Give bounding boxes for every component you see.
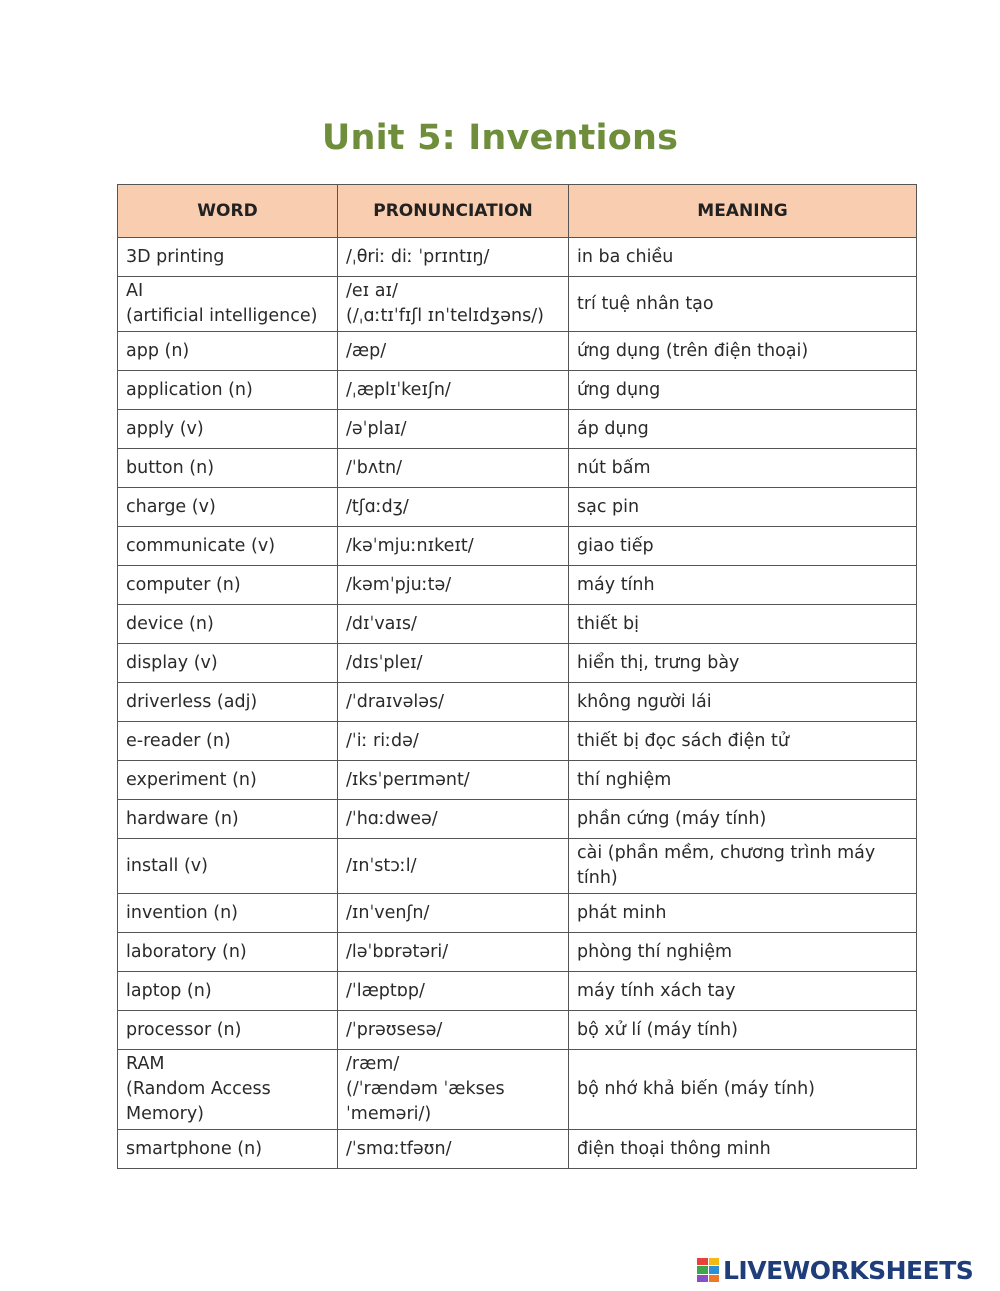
cell-pronunciation: /ˈiː riːdə/ bbox=[338, 722, 569, 761]
table-row bbox=[118, 488, 917, 527]
cell-pronunciation: /ˈlæptɒp/ bbox=[338, 972, 569, 1011]
header-meaning: MEANING bbox=[569, 185, 917, 238]
cell-word: button (n) bbox=[118, 449, 338, 488]
cell-word: apply (v) bbox=[118, 410, 338, 449]
liveworksheets-grid-icon bbox=[697, 1258, 719, 1282]
table-row bbox=[118, 277, 917, 332]
cell-word: app (n) bbox=[118, 332, 338, 371]
cell-word: smartphone (n) bbox=[118, 1130, 338, 1169]
vocabulary-table bbox=[117, 184, 917, 1169]
table-row bbox=[118, 1011, 917, 1050]
cell-pronunciation: /əˈplaɪ/ bbox=[338, 410, 569, 449]
header-word: WORD bbox=[118, 185, 338, 238]
table-row bbox=[118, 933, 917, 972]
cell-pronunciation: /dɪˈvaɪs/ bbox=[338, 605, 569, 644]
cell-pronunciation: /æp/ bbox=[338, 332, 569, 371]
table-row bbox=[118, 761, 917, 800]
cell-pronunciation: /ɪnˈstɔːl/ bbox=[338, 839, 569, 894]
table-row bbox=[118, 839, 917, 894]
table-header-row bbox=[118, 185, 917, 238]
cell-pronunciation: /ˌæplɪˈkeɪʃn/ bbox=[338, 371, 569, 410]
cell-meaning: phát minh bbox=[569, 894, 917, 933]
cell-word: AI (artificial intelligence) bbox=[118, 277, 338, 332]
cell-meaning: thiết bị bbox=[569, 605, 917, 644]
cell-word: laptop (n) bbox=[118, 972, 338, 1011]
cell-pronunciation: /ˌθriː diː ˈprɪntɪŋ/ bbox=[338, 238, 569, 277]
cell-meaning: hiển thị, trưng bày bbox=[569, 644, 917, 683]
cell-meaning: thí nghiệm bbox=[569, 761, 917, 800]
cell-word: communicate (v) bbox=[118, 527, 338, 566]
cell-word: RAM (Random Access Memory) bbox=[118, 1050, 338, 1130]
cell-pronunciation: /ləˈbɒrətəri/ bbox=[338, 933, 569, 972]
table-row bbox=[118, 449, 917, 488]
cell-word: hardware (n) bbox=[118, 800, 338, 839]
cell-meaning: phòng thí nghiệm bbox=[569, 933, 917, 972]
cell-word: display (v) bbox=[118, 644, 338, 683]
cell-pronunciation: /ɪnˈvenʃn/ bbox=[338, 894, 569, 933]
cell-meaning: bộ nhớ khả biến (máy tính) bbox=[569, 1050, 917, 1130]
table-row bbox=[118, 894, 917, 933]
cell-pronunciation: /ræm/ (/ˈrændəm ˈækses ˈmeməri/) bbox=[338, 1050, 569, 1130]
header-pronunciation: PRONUNCIATION bbox=[338, 185, 569, 238]
table-row bbox=[118, 527, 917, 566]
cell-word: driverless (adj) bbox=[118, 683, 338, 722]
cell-meaning: cài (phần mềm, chương trình máy tính) bbox=[569, 839, 917, 894]
cell-meaning: ứng dụng bbox=[569, 371, 917, 410]
table-row bbox=[118, 644, 917, 683]
cell-pronunciation: /ˈbʌtn/ bbox=[338, 449, 569, 488]
table-row bbox=[118, 722, 917, 761]
table-row bbox=[118, 605, 917, 644]
cell-word: invention (n) bbox=[118, 894, 338, 933]
cell-word: computer (n) bbox=[118, 566, 338, 605]
cell-pronunciation: /tʃɑːdʒ/ bbox=[338, 488, 569, 527]
logo-text: LIVEWORKSHEETS bbox=[723, 1255, 974, 1285]
cell-pronunciation: /ˈprəʊsesə/ bbox=[338, 1011, 569, 1050]
cell-meaning: máy tính xách tay bbox=[569, 972, 917, 1011]
table-row bbox=[118, 1050, 917, 1130]
cell-meaning: máy tính bbox=[569, 566, 917, 605]
cell-pronunciation: /eɪ aɪ/ (/ˌɑːtɪˈfɪʃl ɪnˈtelɪdʒəns/) bbox=[338, 277, 569, 332]
page-title: Unit 5: Inventions bbox=[321, 118, 679, 158]
cell-word: charge (v) bbox=[118, 488, 338, 527]
table-row bbox=[118, 566, 917, 605]
liveworksheets-logo bbox=[697, 1255, 997, 1285]
cell-pronunciation: /ɪksˈperɪmənt/ bbox=[338, 761, 569, 800]
table-row bbox=[118, 800, 917, 839]
cell-meaning: nút bấm bbox=[569, 449, 917, 488]
table-body bbox=[118, 238, 917, 1169]
cell-word: install (v) bbox=[118, 839, 338, 894]
cell-meaning: bộ xử lí (máy tính) bbox=[569, 1011, 917, 1050]
logo-block bbox=[709, 1258, 720, 1265]
table-row bbox=[118, 1130, 917, 1169]
table-row bbox=[118, 238, 917, 277]
logo-block bbox=[697, 1275, 708, 1282]
cell-word: application (n) bbox=[118, 371, 338, 410]
cell-word: 3D printing bbox=[118, 238, 338, 277]
cell-meaning: điện thoại thông minh bbox=[569, 1130, 917, 1169]
cell-pronunciation: /kəˈmjuːnɪkeɪt/ bbox=[338, 527, 569, 566]
table-row bbox=[118, 972, 917, 1011]
cell-meaning: thiết bị đọc sách điện tử bbox=[569, 722, 917, 761]
table-row bbox=[118, 410, 917, 449]
logo-block bbox=[709, 1266, 720, 1273]
cell-meaning: không người lái bbox=[569, 683, 917, 722]
cell-meaning: sạc pin bbox=[569, 488, 917, 527]
cell-word: experiment (n) bbox=[118, 761, 338, 800]
cell-meaning: trí tuệ nhân tạo bbox=[569, 277, 917, 332]
cell-pronunciation: /dɪsˈpleɪ/ bbox=[338, 644, 569, 683]
logo-block bbox=[697, 1258, 708, 1265]
cell-pronunciation: /ˈhɑːdweə/ bbox=[338, 800, 569, 839]
table-row bbox=[118, 371, 917, 410]
cell-word: e-reader (n) bbox=[118, 722, 338, 761]
logo-block bbox=[697, 1266, 708, 1273]
cell-word: laboratory (n) bbox=[118, 933, 338, 972]
logo-block bbox=[709, 1275, 720, 1282]
cell-pronunciation: /ˈsmɑːtfəʊn/ bbox=[338, 1130, 569, 1169]
cell-meaning: ứng dụng (trên điện thoại) bbox=[569, 332, 917, 371]
cell-word: processor (n) bbox=[118, 1011, 338, 1050]
cell-pronunciation: /kəmˈpjuːtə/ bbox=[338, 566, 569, 605]
cell-meaning: in ba chiều bbox=[569, 238, 917, 277]
cell-meaning: giao tiếp bbox=[569, 527, 917, 566]
cell-pronunciation: /ˈdraɪvələs/ bbox=[338, 683, 569, 722]
table-row bbox=[118, 683, 917, 722]
cell-meaning: phần cứng (máy tính) bbox=[569, 800, 917, 839]
table-row bbox=[118, 332, 917, 371]
cell-meaning: áp dụng bbox=[569, 410, 917, 449]
cell-word: device (n) bbox=[118, 605, 338, 644]
